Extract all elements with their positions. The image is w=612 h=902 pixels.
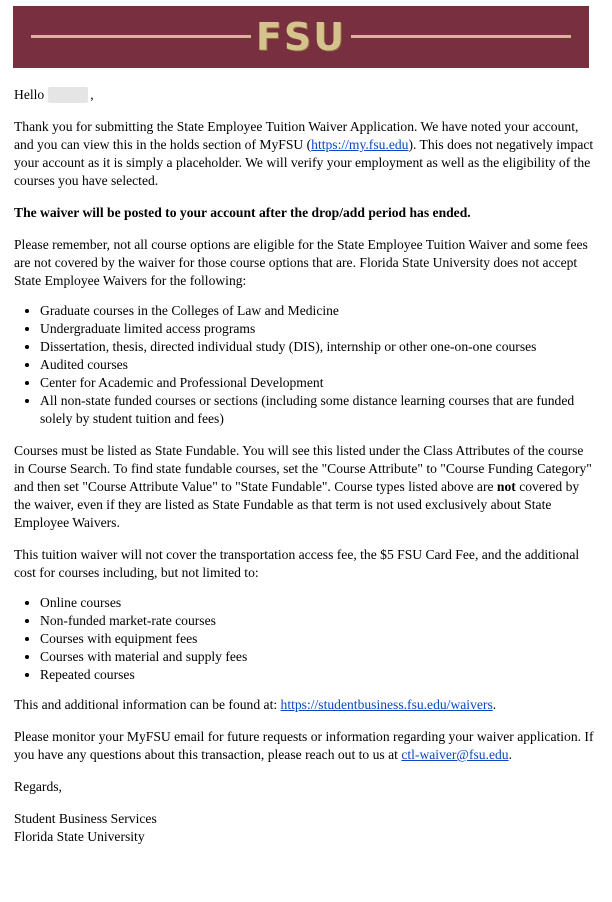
fee-item: • Online courses bbox=[40, 594, 594, 612]
intro-text-a: Thank you for submitting the State Employee Tuition Waiver Application. We have noted your account, and you can view this in the holds section of MyFSU ( bbox=[14, 119, 579, 152]
contact-email-link[interactable]: ctl-waiver@fsu.edu bbox=[401, 747, 509, 762]
fee-item: • Repeated courses bbox=[40, 666, 594, 684]
paragraph-more-info bbox=[14, 696, 594, 714]
exclusion-item: • Dissertation, thesis, directed individual study (DIS), internship or other one-on-one courses bbox=[40, 338, 594, 356]
greeting bbox=[14, 86, 594, 104]
redacted-name bbox=[48, 87, 88, 103]
fsu-header-banner bbox=[13, 6, 589, 68]
exclusion-item: • Graduate courses in the Colleges of Law and Medicine bbox=[40, 302, 594, 320]
intro-text-b: ). This does not negatively impact your account as it is simply a placeholder. We will verify your employment as well as the eligibility of the courses you have selected. bbox=[14, 137, 594, 188]
greeting-suffix: , bbox=[90, 87, 94, 102]
paragraph-waiver-posted: The waiver will be posted to your account after the drop/add period has ended. bbox=[14, 205, 471, 220]
paragraph-fees: This tuition waiver will not cover the transportation access fee, the $5 FSU Card Fee, and the additional cost for courses including, but not limited to: bbox=[14, 547, 580, 580]
banner-right-rule bbox=[351, 35, 571, 38]
fundable-text-b: covered by the waiver, even if they are listed as State Fundable as that term is not used exclusively about State Employee Waivers. bbox=[14, 479, 580, 530]
fee-item: • Courses with material and supply fees bbox=[40, 648, 594, 666]
closing: Regards, bbox=[14, 779, 62, 794]
exclusion-item: • Center for Academic and Professional Development bbox=[40, 374, 594, 392]
paragraph-state-fundable bbox=[14, 442, 594, 532]
exclusion-item: • Audited courses bbox=[40, 356, 594, 374]
paragraph-intro bbox=[14, 118, 594, 190]
exclusion-item: • All non-state funded courses or sections (including some distance learning courses that are funded solely by student tuition and fees) bbox=[40, 392, 594, 428]
exclusions-list bbox=[14, 302, 594, 428]
signature bbox=[14, 810, 594, 846]
paragraph-eligibility: Please remember, not all course options are eligible for the State Employee Tuition Waiver and some fees are not covered by the waiver for those course options that are. Florida State University does not accept State Employee Waivers for the following: bbox=[14, 237, 588, 288]
myfsu-link[interactable]: https://my.fsu.edu bbox=[311, 137, 409, 152]
greeting-prefix: Hello bbox=[14, 87, 45, 102]
fee-item: • Courses with equipment fees bbox=[40, 630, 594, 648]
exclusion-item: • Undergraduate limited access programs bbox=[40, 320, 594, 338]
paragraph-contact bbox=[14, 728, 594, 764]
fee-item: • Non-funded market-rate courses bbox=[40, 612, 594, 630]
fsu-logo: FSU bbox=[255, 15, 347, 59]
signature-line-2: Florida State University bbox=[14, 829, 145, 844]
email-body bbox=[14, 86, 594, 846]
info-text-b: . bbox=[492, 697, 497, 712]
banner-left-rule bbox=[31, 35, 251, 38]
fundable-text-a: Courses must be listed as State Fundable. You will see this listed under the Class Attributes of the course in Course Search. To find state fundable courses, set the "Course Attribute" to "Course Funding Category" and then set "Course Attribute Value" to "State Fundable". Course types listed above are bbox=[14, 443, 592, 494]
signature-line-1: Student Business Services bbox=[14, 811, 157, 826]
waivers-link[interactable]: https://studentbusiness.fsu.edu/waivers bbox=[280, 697, 493, 712]
info-text-a: This and additional information can be found at: bbox=[14, 697, 281, 712]
fees-list bbox=[14, 594, 594, 684]
fundable-bold-not: not bbox=[496, 479, 516, 494]
contact-text-a: Please monitor your MyFSU email for future requests or information regarding your waiver application. If you have any questions about this transaction, please reach out to us at bbox=[14, 729, 594, 762]
contact-text-b: . bbox=[508, 747, 512, 762]
